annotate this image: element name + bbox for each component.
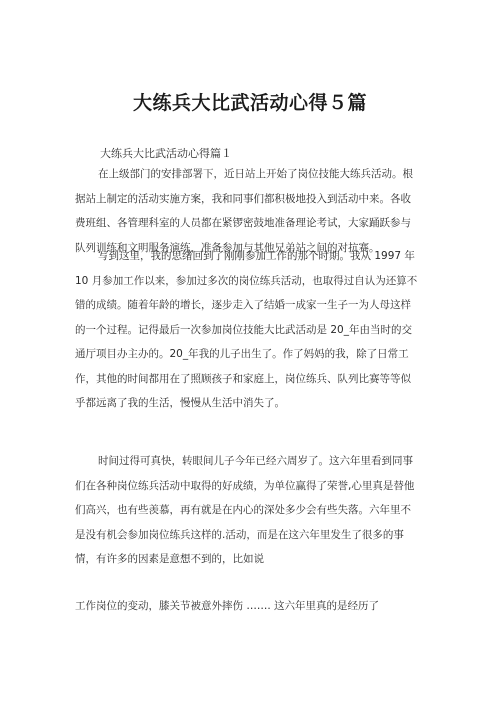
paragraph-4: 工作岗位的变动，膝关节被意外摔伤 ……. 这六年里真的是经历了 bbox=[75, 600, 380, 612]
paragraph-3 bbox=[75, 449, 430, 572]
paragraph-line: 通厅项目办主办的。20_年我的儿子出生了。作了妈妈的我，除了日常工 bbox=[75, 348, 409, 360]
document-title: 大练兵大比武活动心得５篇 bbox=[132, 92, 367, 114]
paragraph-line: 们高兴，也有些羡慕，再有就是在内心的深处多少会有些失落。六年里不 bbox=[75, 504, 411, 516]
paragraph-line: 作，其他的时间都用在了照顾孩子和家庭上，岗位练兵、队列比赛等等似 bbox=[75, 372, 411, 385]
paragraph-line: 是没有机会参加岗位练兵这样的.活动，而是在这六年里发生了很多的事 bbox=[75, 528, 404, 541]
paragraph-line: 据站上制定的活动实施方案，我和同事们都积极地投入到活动中来。各收 bbox=[75, 192, 411, 205]
paragraph-2 bbox=[75, 244, 430, 416]
paragraph-line: 10 月参加工作以来，参加过多次的岗位练兵活动，也取得过自认为还算不 bbox=[75, 274, 418, 287]
paragraph-line: 写到这里，我的思绪回到了刚刚参加工作的那个时期。我从 1997 年 bbox=[98, 250, 415, 262]
paragraph-line: 队列训练和文明服务演练，准备参加与其他兄弟站之间的对抗赛。 bbox=[75, 241, 380, 254]
paragraph-line: 乎都远离了我的生活，慢慢从生活中消失了。 bbox=[75, 397, 285, 409]
paragraph-line: 们在各种岗位练兵活动中取得的好成绩，为单位赢得了荣誉,心里真是替他 bbox=[75, 479, 415, 492]
paragraph-line: 错的成绩。随着年龄的增长，逐步走入了结婚一成家一生子一为人母这样 bbox=[75, 299, 411, 311]
paragraph-line: 时间过得可真快，转眼间儿子今年已经六周岁了。这六年里看到同事 bbox=[98, 455, 413, 467]
paragraph-line: 的一个过程。记得最后一次参加岗位技能大比武活动是 20_年由当时的交 bbox=[75, 323, 412, 336]
paragraph-line: 在上级部门的安排部署下，近日站上开始了岗位技能大练兵活动。根 bbox=[98, 168, 413, 180]
paragraph-line: 费班组、各管理科室的人员都在紧锣密鼓地准备理论考试，大家踊跃参与 bbox=[75, 217, 411, 229]
paragraph-line: 情，有许多的因素是意想不到的，比如说 bbox=[75, 553, 264, 565]
section-heading: 大练兵大比武活动心得篇１ bbox=[100, 147, 232, 160]
